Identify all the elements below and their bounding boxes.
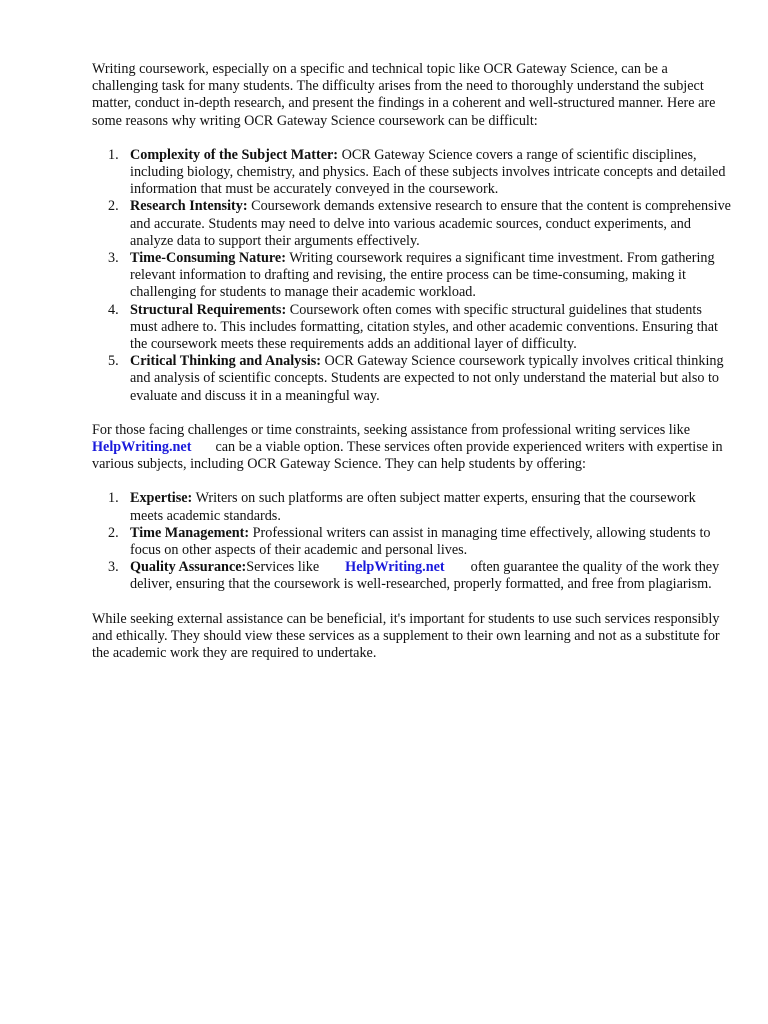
assistance-paragraph — [92, 422, 732, 474]
reason-title: Time-Consuming Nature: — [130, 250, 286, 267]
reason-title: Complexity of the Subject Matter: — [130, 146, 339, 163]
closing-paragraph: While seeking external assistance can be beneficial, it's important for students to use such services responsibly and ethically. They should view these services as a supplement to their own learning and not as a substitute for the academic work they are required to undertake. — [92, 610, 720, 662]
reason-title: Research Intensity: — [130, 198, 248, 215]
list-item — [92, 559, 732, 593]
list-number: 4. — [108, 301, 119, 318]
list-number: 1. — [108, 146, 119, 163]
benefit-text-after: often guarantee the quality of the work they deliver, ensuring that the coursework is well-researched, properly formatted, and free from plagiarism. — [130, 559, 720, 593]
reason-title: Structural Requirements: — [130, 301, 287, 318]
list-item — [92, 302, 732, 354]
reason-title: Critical Thinking and Analysis: — [130, 353, 321, 370]
assistance-text-before: For those facing challenges or time constraints, seeking assistance from professional writing services like — [92, 421, 691, 438]
benefit-title: Expertise: — [130, 490, 193, 507]
reason-text: Coursework demands extensive research to ensure that the content is comprehensive and accurate. Students may need to delve into various academic sources, conduct experiments, and analyze data to support their arguments effectively. — [130, 198, 731, 249]
benefits-list — [92, 490, 732, 593]
list-item — [92, 353, 732, 405]
list-item — [92, 250, 732, 302]
list-item — [92, 490, 732, 524]
reason-text: OCR Gateway Science covers a range of scientific disciplines, including biology, chemistry, and physics. Each of these subjects involves intricate concepts and detailed information that must be accurately conveyed in the coursework. — [130, 146, 726, 198]
reason-text: Coursework often comes with specific structural guidelines that students must adhere to. This includes formatting, citation styles, and other academic conventions. Ensuring that the coursework meets these requirements adds an additional layer of difficulty. — [130, 301, 718, 353]
list-number: 3. — [108, 559, 119, 576]
assistance-text-after: can be a viable option. These services often provide experienced writers with expertise in various subjects, including OCR Gateway Science. They can help students by offering: — [92, 439, 723, 473]
intro-paragraph: Writing coursework, especially on a specific and technical topic like OCR Gateway Science, can be a challenging task for many students. The difficulty arises from the need to thoroughly understand the subject matter, conduct in-depth research, and present the findings in a coherent and well-structured manner. Here are some reasons why writing OCR Gateway Science coursework can be difficult: — [92, 61, 716, 129]
list-item — [92, 525, 732, 559]
benefit-text: Professional writers can assist in managing time effectively, allowing students to focus on other aspects of their academic and personal lives. — [130, 524, 711, 559]
helpwriting-link[interactable]: HelpWriting.net — [92, 439, 192, 456]
benefit-text: Writers on such platforms are often subject matter experts, ensuring that the coursework meets academic standards. — [130, 490, 696, 524]
reason-text: Writing coursework requires a significant time investment. From gathering relevant information to drafting and revising, the entire process can be time-consuming, making it challenging for students to manage their academic workload. — [130, 250, 715, 301]
list-number: 5. — [108, 353, 119, 370]
list-number: 3. — [108, 250, 119, 267]
document-page — [92, 61, 732, 662]
list-item — [92, 198, 732, 250]
list-number: 2. — [108, 524, 119, 541]
list-number: 2. — [108, 198, 119, 215]
benefit-text-before: Services like — [246, 559, 320, 576]
reason-text: OCR Gateway Science coursework typically involves critical thinking and analysis of scientific concepts. Students are expected to not only understand the material but also to evaluate and discuss it in a meaningful way. — [130, 353, 724, 404]
benefit-title: Quality Assurance: — [130, 559, 247, 576]
helpwriting-link[interactable]: HelpWriting.net — [345, 559, 445, 576]
list-item — [92, 147, 732, 199]
benefit-title: Time Management: — [130, 524, 250, 541]
reasons-list — [92, 147, 732, 405]
list-number: 1. — [108, 490, 119, 507]
